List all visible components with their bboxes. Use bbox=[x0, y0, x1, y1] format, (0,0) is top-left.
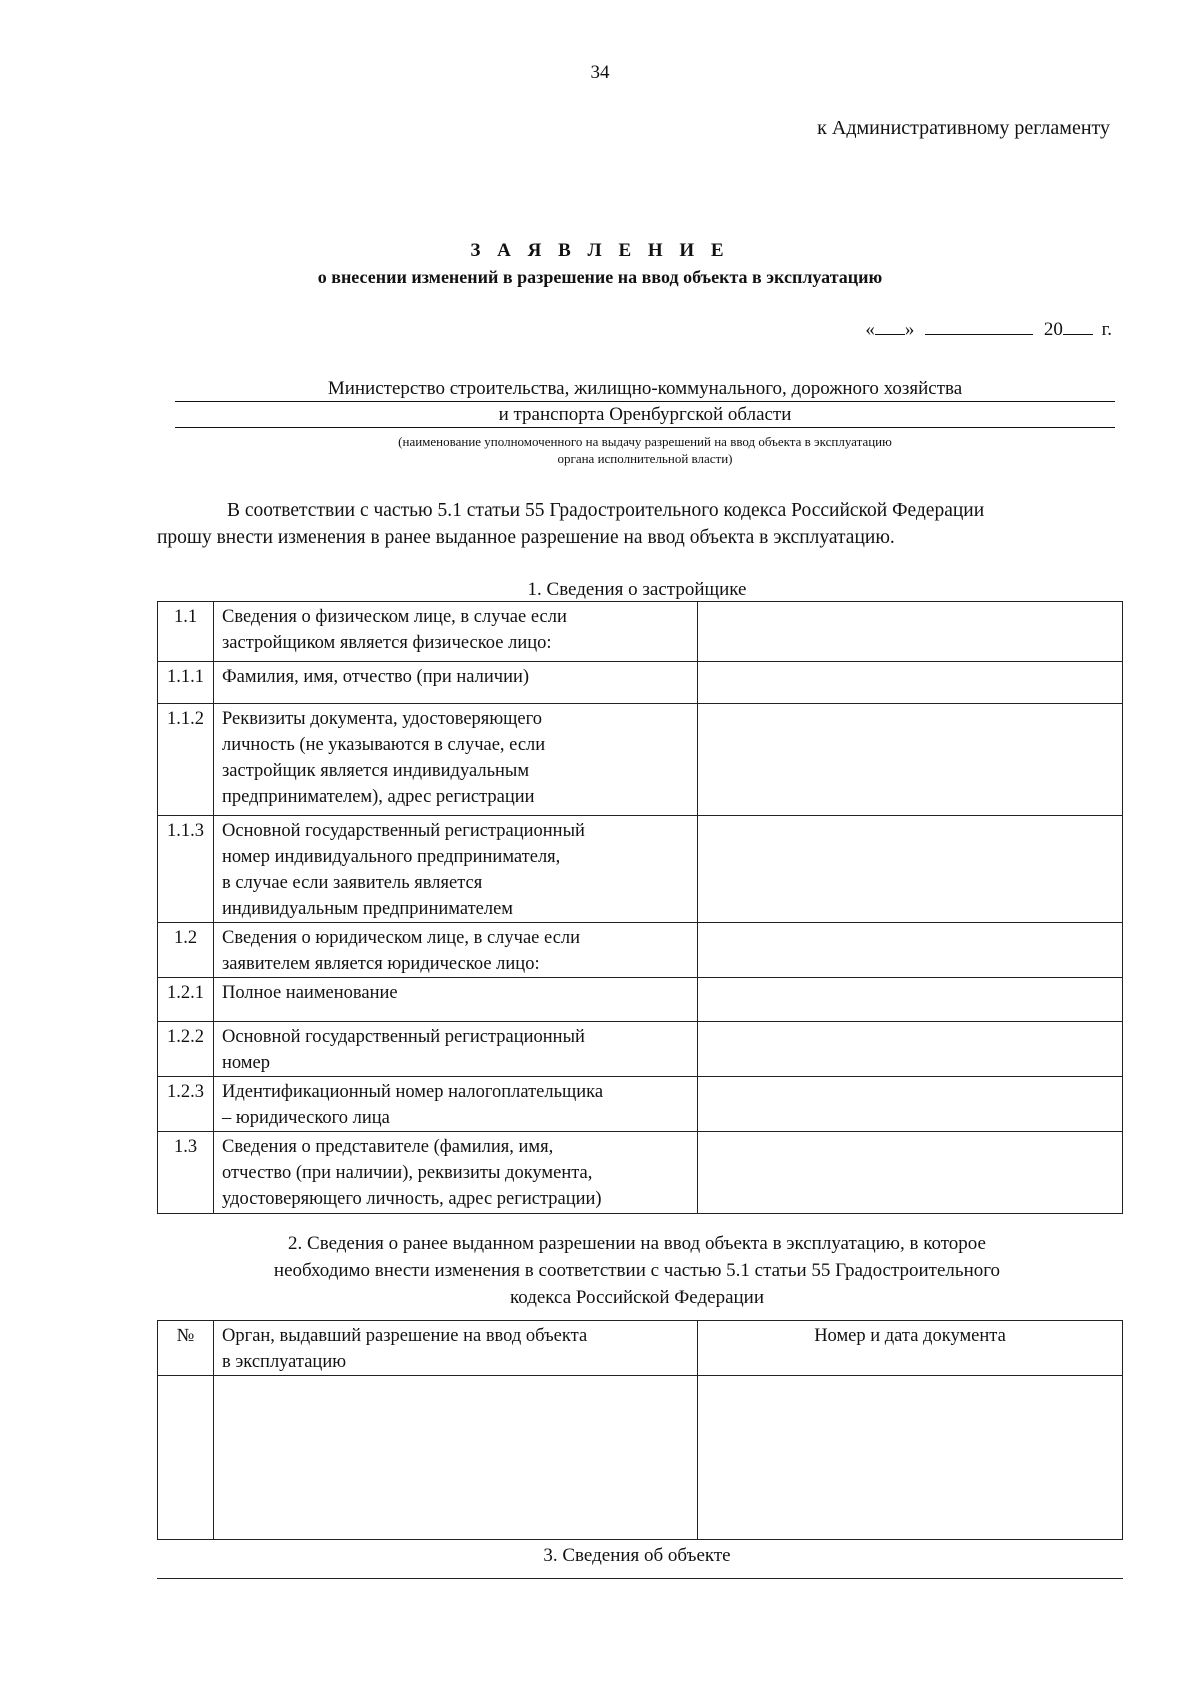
row-value-cell[interactable] bbox=[698, 923, 1123, 978]
table-row bbox=[158, 1022, 1123, 1077]
row-number: 1.1 bbox=[158, 602, 214, 662]
row-label: Сведения о юридическом лице, в случае если заявителем является юридическое лицо: bbox=[214, 923, 698, 978]
date-line bbox=[865, 318, 1112, 341]
row-value-cell[interactable] bbox=[698, 1132, 1123, 1214]
date-year-blank[interactable] bbox=[1063, 318, 1093, 335]
col-header-authority: Орган, выдавший разрешение на ввод объекта в эксплуатацию bbox=[214, 1321, 698, 1376]
row-label: Реквизиты документа, удостоверяющего личность (не указываются в случае, если застройщик является индивидуальным предпринимателем), адрес регистрации bbox=[214, 704, 698, 816]
bottom-divider bbox=[157, 1578, 1123, 1579]
table-row bbox=[158, 923, 1123, 978]
table-row bbox=[158, 602, 1123, 662]
row-number: 1.2.1 bbox=[158, 978, 214, 1022]
date-year-suffix: г. bbox=[1101, 319, 1112, 340]
developer-info-table bbox=[157, 601, 1123, 1214]
col-header-document: Номер и дата документа bbox=[698, 1321, 1123, 1376]
section-3-title: 3. Сведения об объекте bbox=[543, 1545, 731, 1566]
section-2-title bbox=[157, 1230, 1117, 1311]
row-label: Сведения о физическом лице, в случае если застройщиком является физическое лицо: bbox=[214, 602, 698, 662]
row-number: 1.2 bbox=[158, 923, 214, 978]
row-label: Фамилия, имя, отчество (при наличии) bbox=[214, 662, 698, 704]
number-cell[interactable] bbox=[158, 1376, 214, 1540]
row-label: Идентификационный номер налогоплательщика – юридического лица bbox=[214, 1077, 698, 1132]
date-open-quote: « bbox=[865, 319, 875, 340]
row-number: 1.1.1 bbox=[158, 662, 214, 704]
row-value-cell[interactable] bbox=[698, 1077, 1123, 1132]
row-number: 1.2.3 bbox=[158, 1077, 214, 1132]
row-value-cell[interactable] bbox=[698, 662, 1123, 704]
row-label: Сведения о представителе (фамилия, имя, отчество (при наличии), реквизиты документа, удостоверяющего личность, адрес регистрации) bbox=[214, 1132, 698, 1214]
date-day-blank[interactable] bbox=[875, 318, 905, 335]
table-row bbox=[158, 704, 1123, 816]
row-value-cell[interactable] bbox=[698, 1022, 1123, 1077]
previous-permit-table bbox=[157, 1320, 1123, 1540]
row-label: Полное наименование bbox=[214, 978, 698, 1022]
date-close-quote: » bbox=[904, 319, 915, 340]
table-row bbox=[158, 1376, 1123, 1540]
row-value-cell[interactable] bbox=[698, 978, 1123, 1022]
table-row bbox=[158, 978, 1123, 1022]
intro-line-1: В соответствии с частью 5.1 статьи 55 Градостроительного кодекса Российской Федерации bbox=[227, 500, 985, 521]
row-label: Основной государственный регистрационный номер bbox=[214, 1022, 698, 1077]
row-number: 1.1.3 bbox=[158, 816, 214, 923]
authority-caption-2: органа исполнительной власти) bbox=[557, 451, 733, 466]
row-number: 1.1.2 bbox=[158, 704, 214, 816]
authority-line-2: и транспорта Оренбургской области bbox=[175, 403, 1115, 428]
section-2-title-line-3: кодекса Российской Федерации bbox=[509, 1287, 765, 1308]
section-1-title: 1. Сведения о застройщике bbox=[527, 579, 747, 600]
row-value-cell[interactable] bbox=[698, 816, 1123, 923]
intro-line-2: прошу внести изменения в ранее выданное разрешение на ввод объекта в эксплуатацию. bbox=[157, 527, 895, 548]
date-year-prefix: 20 bbox=[1043, 319, 1063, 340]
page-number: 34 bbox=[590, 62, 610, 83]
row-number: 1.2.2 bbox=[158, 1022, 214, 1077]
row-number: 1.3 bbox=[158, 1132, 214, 1214]
intro-paragraph bbox=[157, 497, 1117, 551]
document-title: З А Я В Л Е Н И Е bbox=[470, 240, 730, 261]
row-value-cell[interactable] bbox=[698, 704, 1123, 816]
section-2-title-line-1: 2. Сведения о ранее выданном разрешении на ввод объекта в эксплуатацию, в которое bbox=[288, 1233, 986, 1254]
authority-caption-1: (наименование уполномоченного на выдачу разрешений на ввод объекта в эксплуатацию bbox=[398, 434, 892, 449]
row-label: Основной государственный регистрационный номер индивидуального предпринимателя, в случае если заявитель является индивидуальным предпринимателем bbox=[214, 816, 698, 923]
table-row bbox=[158, 662, 1123, 704]
table-row bbox=[158, 816, 1123, 923]
document-subtitle: о внесении изменений в разрешение на ввод объекта в эксплуатацию bbox=[317, 267, 883, 287]
row-value-cell[interactable] bbox=[698, 602, 1123, 662]
header-reference: к Административному регламенту bbox=[817, 117, 1110, 139]
table-row bbox=[158, 1077, 1123, 1132]
col-header-number: № bbox=[158, 1321, 214, 1376]
table-row bbox=[158, 1132, 1123, 1214]
section-2-title-line-2: необходимо внести изменения в соответствии с частью 5.1 статьи 55 Градостроительного bbox=[273, 1260, 1001, 1281]
authority-line-1: Министерство строительства, жилищно-коммунального, дорожного хозяйства bbox=[175, 377, 1115, 402]
document-cell[interactable] bbox=[698, 1376, 1123, 1540]
authority-cell[interactable] bbox=[214, 1376, 698, 1540]
table-header-row bbox=[158, 1321, 1123, 1376]
date-month-blank[interactable] bbox=[925, 318, 1033, 335]
